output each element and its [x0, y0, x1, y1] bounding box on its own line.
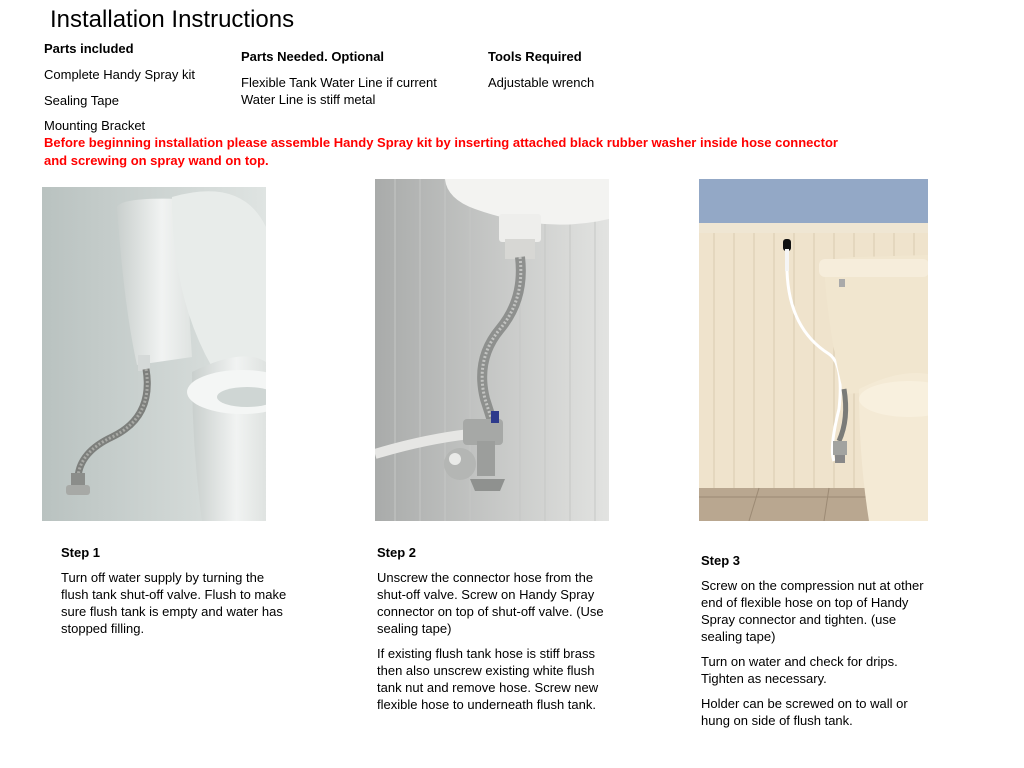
- step-2: [377, 544, 617, 721]
- step-2-paragraph: If existing flush tank hose is stiff brass then also unscrew existing white flush tank nut and remove hose. Screw new flexible hose to underneath flush tank.: [377, 646, 599, 712]
- step-1: [61, 544, 289, 645]
- parts-included-item: Mounting Bracket: [44, 118, 146, 133]
- tools-required-heading: Tools Required: [488, 49, 582, 64]
- step-3-heading: Step 3: [701, 553, 741, 568]
- page-title: Installation Instructions: [50, 6, 295, 33]
- parts-included-item: Sealing Tape: [44, 93, 119, 108]
- step-2-heading: Step 2: [377, 545, 417, 560]
- tools-required-text: Adjustable wrench: [488, 75, 595, 90]
- step-3: [701, 552, 933, 737]
- step2-photo: [375, 179, 609, 521]
- step-3-paragraph: Turn on water and check for drips. Tighten as necessary.: [701, 654, 898, 686]
- assembly-warning: Before beginning installation please assemble Handy Spray kit by inserting attached black rubber washer inside hose connector and screwing on spray wand on top.: [44, 135, 838, 168]
- step1-photo: [42, 187, 266, 521]
- parts-included-heading: Parts included: [44, 41, 134, 56]
- step-3-paragraph: Holder can be screwed on to wall or hung on side of flush tank.: [701, 696, 908, 728]
- parts-included-item: Complete Handy Spray kit: [44, 67, 196, 82]
- step-1-heading: Step 1: [61, 545, 101, 560]
- step3-photo: [699, 179, 928, 521]
- step-2-paragraph: Unscrew the connector hose from the shut-off valve. Screw on Handy Spray connector on top of shut-off valve. (Use sealing tape): [377, 570, 604, 636]
- parts-needed-text: Flexible Tank Water Line if current Water Line is stiff metal: [241, 75, 437, 107]
- step-1-paragraph: Turn off water supply by turning the flush tank shut-off valve. Flush to make sure flush tank is empty and water has stopped filling.: [61, 570, 287, 636]
- step-3-paragraph: Screw on the compression nut at other end of flexible hose on top of Handy Spray connector and tighten. (use sealing tape): [701, 578, 924, 644]
- parts-needed-heading: Parts Needed. Optional: [241, 49, 385, 64]
